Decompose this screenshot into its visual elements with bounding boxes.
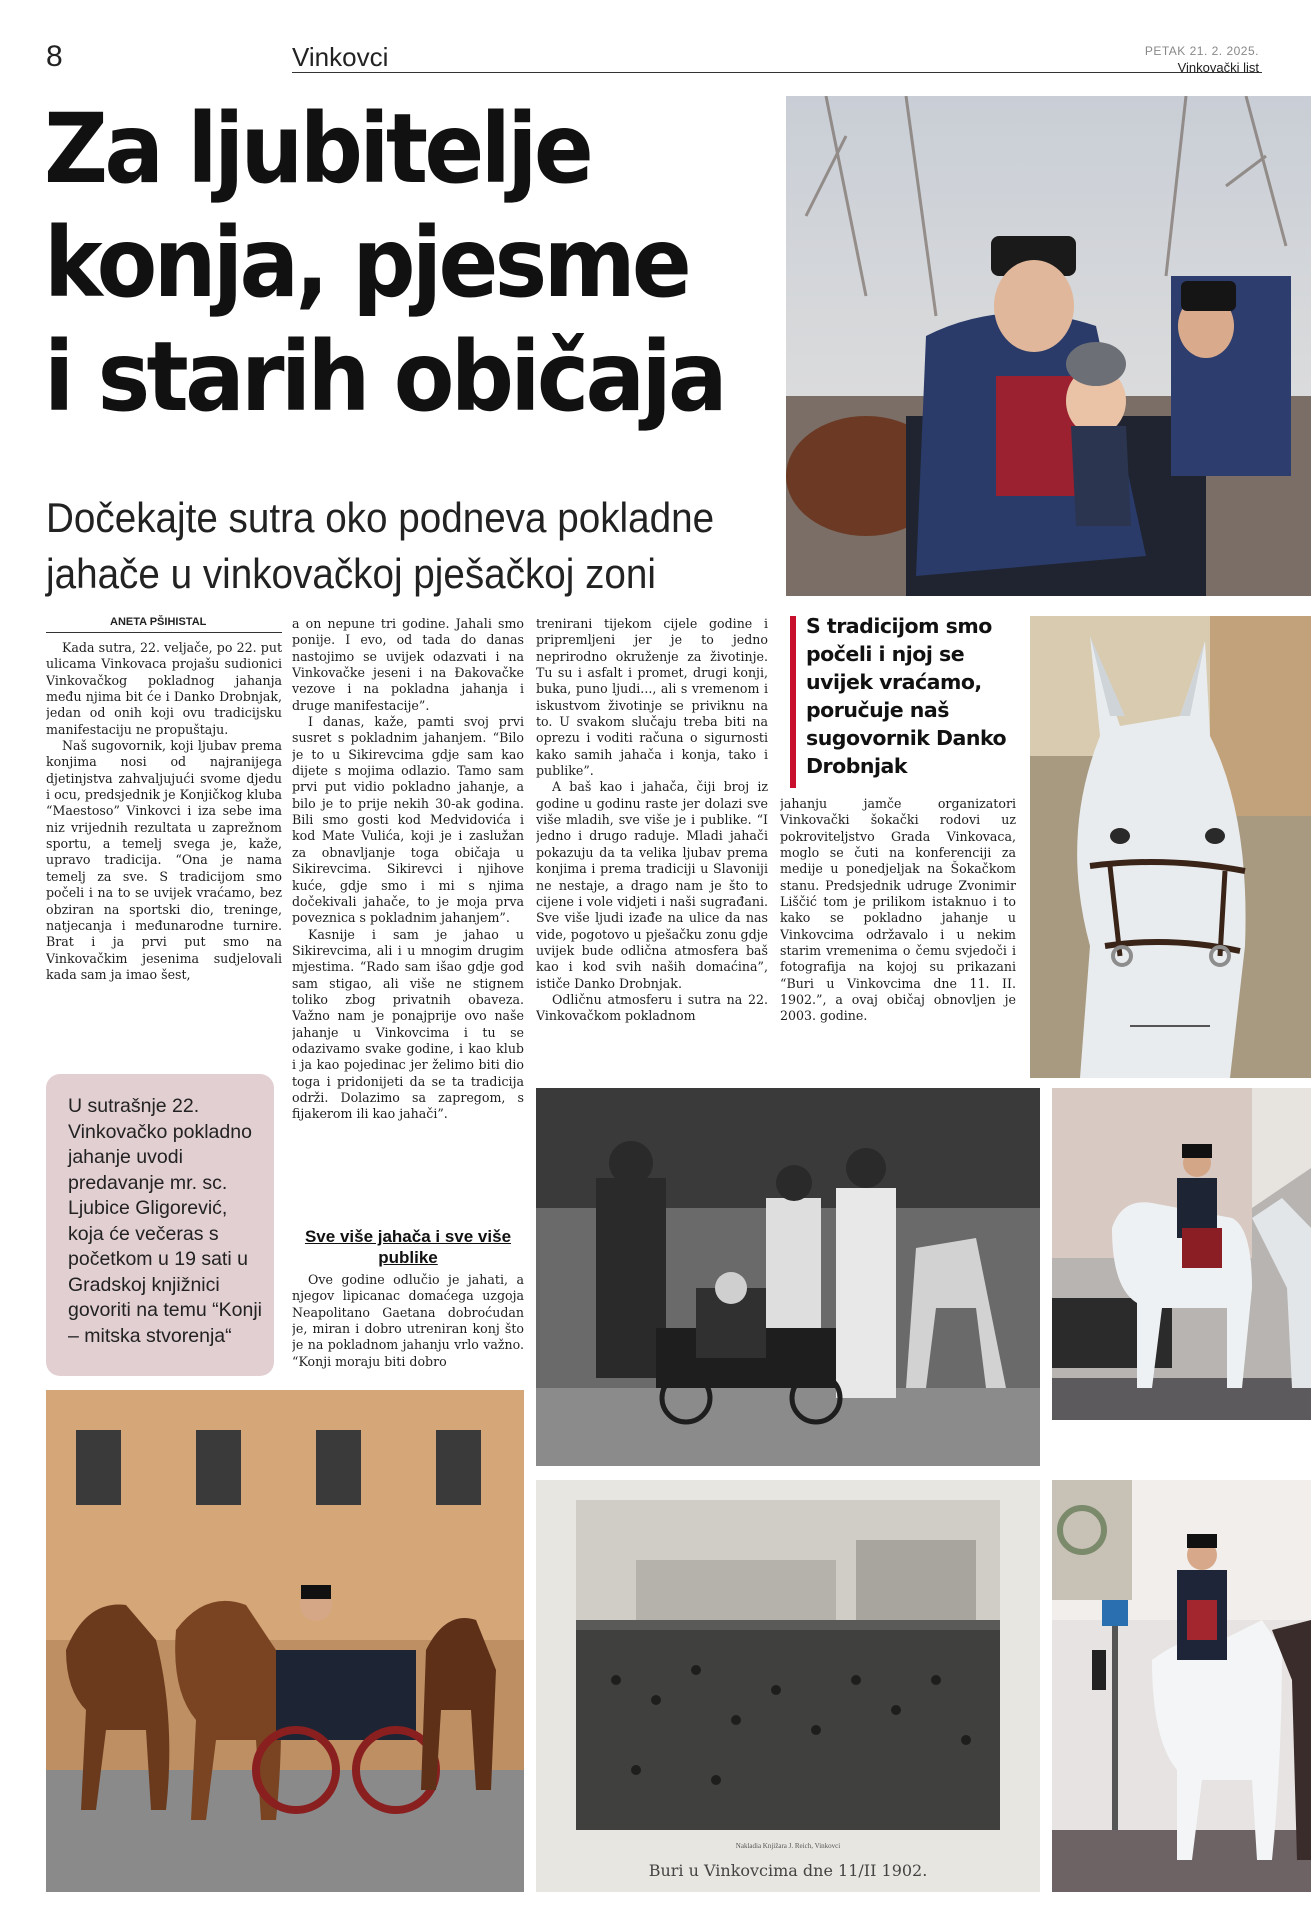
subheadline (46, 490, 727, 602)
paragraph: Kasnije i sam je jahao u Sikirevcima, ali i u mnogim drugim mjestima. “Rado sam išao gdje god sam stigao, ali više ne stignem toliko zbog privatnih obaveza. Važno nam je ponajprije ovo naše jahanje u Vinkovcima i tu se odazivamo svake godine, i kao klub i ja kao pojedinac jer želimo biti dio toga i pridonijeti da se ta tradicija održi. Dolazimo sa zapregom, s fijakerom ili kao jahači”. (292, 926, 524, 1122)
pull-quote: S tradicijom smo počeli i njoj se uvijek vraćamo, poručuje naš sugovornik Danko Drobnjak (806, 614, 1007, 778)
headline-line: i starih običaja (44, 321, 724, 433)
photo-historic-procession (536, 1088, 1040, 1466)
headline-line: konja, pjesme (44, 207, 689, 319)
article-column-4 (780, 796, 1016, 1086)
subheadline-line: Dočekajte sutra oko podneva pokladne (46, 494, 715, 541)
section-title: Vinkovci (292, 42, 389, 72)
subheadline-line: jahače u vinkovačkoj pješačkoj zoni (46, 550, 657, 597)
header-rule (292, 72, 1262, 73)
photo-rider-with-child (786, 96, 1311, 596)
photo-rider-street (1052, 1480, 1311, 1892)
byline-rule (46, 632, 282, 633)
paragraph: Odličnu atmosferu i sutra na 22. Vinkovačkom pokladnom (536, 991, 768, 1024)
paragraph: Kada sutra, 22. veljače, po 22. put ulicama Vinkovaca projašu sudionici Vinkovačkog pokladnog jahanja među njima bit će i Danko Drobnjak, jedan od onih koji ovu tradicijsku manifestaciju ne propuštaju. (46, 640, 282, 737)
postcard-caption: Buri u Vinkovcima dne 11/II 1902. (648, 1861, 928, 1880)
inline-subheading: Sve više jahača i sve više publike (304, 1227, 512, 1267)
issue-date: PETAK 21. 2. 2025. (1144, 44, 1259, 58)
byline: ANETA PŠIHISTAL (110, 616, 207, 628)
paragraph: Naš sugovornik, koji ljubav prema konjima nosi od najranijega djetinjstva zahvaljujući svome djedu i ocu, predsjednik je Konjičkog kluba “Maestoso” Vinkovci i iza sebe ima niz vrijednih rezultata u zaprežnom sportu, a temelj svega je, kaže, upravo tradicija. “Ona je nama temelj za sve. S tradicijom smo počeli i na to se uvijek vraćamo, bez obziran na sportski dio, treninge, natjecanja i međunarodne turnire. Brat i ja prvi put smo na Vinkovačkim jesenima sudjelovali kada sam ja imao šest, (46, 738, 282, 982)
article-column-2-continued (292, 1272, 524, 1392)
info-box-text: U sutrašnje 22. Vinkovačko pokladno jahanje uvodi predavanje mr. sc. Ljubice Gligorević, koja će večeras s početkom u 19 sati u Gradskoj knjižnici govoriti na temu “Konji – mitska stvorenja“ (68, 1095, 263, 1347)
page-number: 8 (46, 40, 63, 73)
photo-white-horse (1030, 616, 1311, 1078)
paragraph: jahanju jamče organizatori Vinkovački šokački rodovi uz pokroviteljstvo Grada Vinkovaca, moglo se čuti na konferenciji za medije u ponedjeljak na Šokačkom stanu. Predsjednik udruge Zvonimir Liščić tom je prilikom istaknuo i to kako se pokladno jahanje u Vinkovcima održavalo i u nekim starim vremenima o čemu svjedoči i fotografija na kojoj su prikazani “Buri u Vinkovcima dne 11. II. 1902.”, a ovaj običaj obnovljen je 2003. godine. (780, 796, 1016, 1024)
paragraph: A baš kao i jahača, čiji broj iz godine u godinu raste jer dolazi sve više mladih, sve više je i publike. “I jedno i drugo raduje. Mladi jahači pokazuju da ta velika ljubav prema konjima i prema tradiciji u Slavoniji ne nestaje, a drago nam je što to cijene i vole vidjeti i naši sugrađani. Sve više ljudi izađe na ulice da nas vide, pogotovo u pješačku zonu gdje uvijek bude odlična atmosfera baš kao i kod svih naših domaćina”, ističe Danko Drobnjak. (536, 779, 768, 991)
paragraph: trenirani tijekom cijele godine i pripremljeni jer je to jedno neprirodno okruženje za životinje. Tu su i asfalt i promet, drugi konji, buka, puno ljudi..., ali s vremenom i iskustvom životinje se priviknu na to. U svakom slučaju treba biti na oprezu i voditi računa o sigurnosti kako samih jahača i konja, tako i publike”. (536, 616, 768, 779)
postcard-publisher: Nakladia Knjižara J. Reich, Vinkovci (735, 1842, 841, 1850)
photo-horses-carriage (46, 1390, 524, 1892)
headline (44, 92, 725, 434)
headline-line: Za ljubitelje (44, 93, 591, 205)
photo-historic-postcard (536, 1480, 1040, 1892)
publication-name: Vinkovački list (1177, 60, 1259, 75)
paragraph: I danas, kaže, pamti svoj prvi susret s pokladnim jahanjem. “Bilo je to u Sikirevcima gdje sam kao dijete s mojima odlazio. Tamo sam prvi put vidio pokladno jahanje, a bilo je to prije nekih 30-ak godina. Bili smo gosti kod Medvidovića i kod Mate Vulića, koji je i zaslužan za obnavljanje toga običaja u Sikirevcima. Sikirevci i njihove kuće, gdje smo i mi s njima dočekivali jahače, to je moja prva poveznica s pokladnim jahanjem”. (292, 714, 524, 926)
article-column-3 (536, 616, 768, 1078)
pull-quote-accent (790, 616, 796, 788)
article-column-2 (292, 616, 524, 1228)
article-column-1 (46, 640, 282, 1055)
photo-rider-white-horse (1052, 1088, 1311, 1420)
paragraph: a on nepune tri godine. Jahali smo ponije. I evo, od tada do danas nastojimo se uvijek odazvati i na Vinkovačke jeseni i na Đakovačke vezove i na pokladna jahanja i druge manifestacije”. (292, 616, 524, 713)
paragraph: Ove godine odlučio je jahati, a njegov lipicanac domaćega uzgoja Neapolitano Gaetana dobroćudan je, miran i dobro utreniran konj što je na pokladnom jahanju vrlo važno. “Konji moraju biti dobro (292, 1272, 524, 1369)
